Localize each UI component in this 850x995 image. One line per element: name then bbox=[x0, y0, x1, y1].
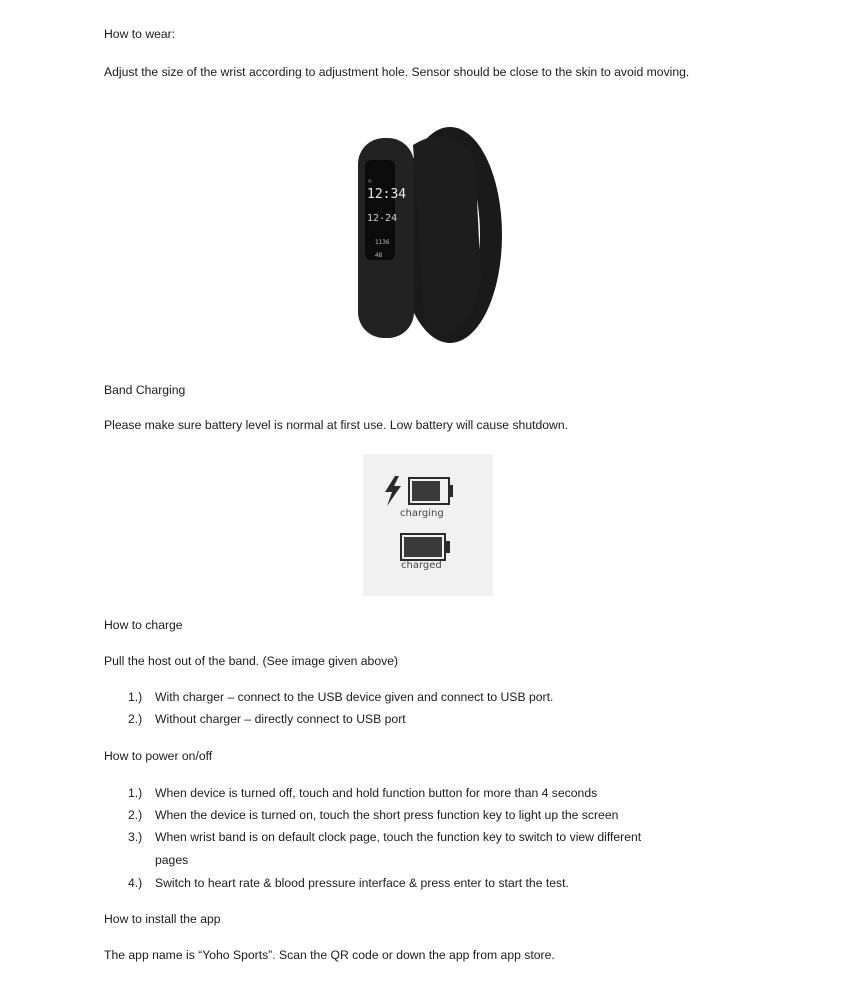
power-step-num: 2.) bbox=[128, 808, 143, 822]
charging-battery-icon bbox=[379, 472, 489, 512]
charge-step-text: Without charger – directly connect to USB port bbox=[155, 712, 406, 726]
band-hr: 48 bbox=[375, 252, 383, 259]
fitness-band-image bbox=[355, 120, 505, 360]
wear-text: Adjust the size of the wrist according to adjustment hole. Sensor should be close to the skin to avoid moving. bbox=[104, 65, 690, 79]
app-heading: How to install the app bbox=[104, 912, 221, 926]
charge-step-num: 2.) bbox=[128, 712, 143, 726]
howcharge-text: Pull the host out of the band. (See image given above) bbox=[104, 654, 399, 668]
charging-text: Please make sure battery level is normal at first use. Low battery will cause shutdown. bbox=[104, 418, 569, 432]
charging-label: charging bbox=[400, 508, 444, 519]
howcharge-heading: How to charge bbox=[104, 618, 183, 632]
band-date: 12-24 bbox=[367, 213, 398, 224]
charge-step-text: With charger – connect to the USB device given and connect to USB port. bbox=[155, 690, 554, 704]
charge-step-num: 1.) bbox=[128, 690, 143, 704]
power-step-num: 1.) bbox=[128, 786, 143, 800]
charged-label: charged bbox=[401, 560, 442, 571]
charge-step-1 bbox=[128, 690, 553, 704]
power-step-text: When device is turned off, touch and hold function button for more than 4 seconds bbox=[155, 786, 598, 800]
app-text: The app name is “Yoho Sports”. Scan the QR code or down the app from app store. bbox=[104, 948, 555, 962]
power-step-3-continued: pages bbox=[155, 853, 189, 867]
power-heading: How to power on/off bbox=[104, 749, 213, 763]
power-step-3 bbox=[128, 830, 641, 844]
svg-text:⬛: ⬛ bbox=[368, 179, 372, 183]
battery-status-image bbox=[363, 454, 493, 596]
power-step-num: 3.) bbox=[128, 830, 143, 844]
charged-battery-icon bbox=[399, 530, 459, 564]
charge-step-2 bbox=[128, 712, 406, 726]
band-time: 12:34 bbox=[367, 187, 407, 202]
power-step-4 bbox=[128, 876, 569, 890]
charging-heading: Band Charging bbox=[104, 383, 186, 397]
power-step-num: 4.) bbox=[128, 876, 143, 890]
power-step-text: Switch to heart rate & blood pressure interface & press enter to start the test. bbox=[155, 876, 569, 890]
power-step-text: When the device is turned on, touch the short press function key to light up the screen bbox=[155, 808, 619, 822]
wear-heading: How to wear: bbox=[104, 27, 176, 41]
power-step-text: When wrist band is on default clock page, touch the function key to switch to view different bbox=[155, 830, 642, 844]
power-step-1 bbox=[128, 786, 597, 800]
band-steps: 1136 bbox=[375, 239, 390, 246]
power-step-2 bbox=[128, 808, 618, 822]
